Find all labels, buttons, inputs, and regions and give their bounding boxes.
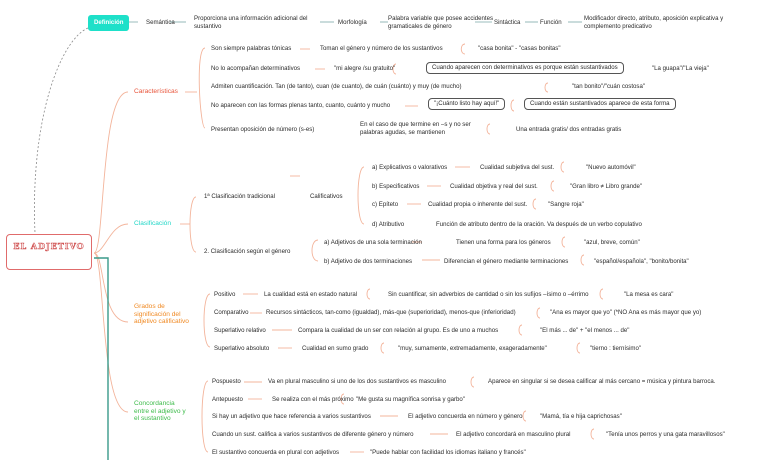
root-node[interactable]: EL ADJETIVO — [6, 234, 92, 270]
caract-example-2: "La guapa"/"La vieja" — [652, 65, 709, 72]
grados-comparativo-desc: Recursos sintácticos, tan-como (igualdad), más-que (superioridad), menos-que (inferioridad) — [266, 309, 516, 316]
grados-sup-relativo: Superlativo relativo — [214, 327, 266, 334]
clasif-genero-a-example: "azul, breve, común" — [584, 239, 640, 246]
clasif-tradicional: 1ª Clasificación tradicional — [204, 193, 276, 200]
concord-genero-desc: El adjetivo concordará en masculino plural — [456, 431, 571, 438]
concord-antepuesto-desc: Se realiza con el más próximo — [272, 396, 354, 403]
concord-pospuesto: Pospuesto — [212, 378, 241, 385]
clasif-trad-d: d) Atributivo — [372, 221, 405, 228]
clasif-genero-a-desc: Tienen una forma para los géneros — [456, 239, 551, 246]
grados-sup-absoluto-desc: Cualidad en sumo grado — [302, 345, 369, 352]
caract-detail-2: "mi alegre /su gratuito" — [334, 65, 396, 72]
concord-pospuesto-desc: Va en plural masculino si uno de los dos sustantivos es masculino — [268, 378, 447, 385]
clasif-trad-a-example: "Nuevo automóvil" — [586, 164, 636, 171]
caracteristicas-node[interactable]: Características — [134, 88, 178, 95]
clasif-trad-c: c) Epíteto — [372, 201, 399, 208]
caract-example-1: "casa bonita" - "casas bonitas" — [478, 45, 561, 52]
grados-node[interactable]: Grados de significación del adjetivo calificativo — [134, 303, 189, 325]
clasif-trad-d-desc: Función de atributo dentro de la oración. Va después de un verbo copulativo — [436, 221, 642, 228]
concord-varios-desc: El adjetivo concuerda en número y género — [408, 413, 523, 420]
grados-comparativo: Comparativo — [214, 309, 249, 316]
semantica-label: Semántica — [146, 19, 175, 26]
grados-positivo-example: "La mesa es cara" — [624, 291, 674, 298]
concord-pospuesto-example: Aparece en singular si se desea calificar al más cercano = música y pintura barroca. — [488, 378, 716, 385]
caract-item-5: Presentan oposición de número (s-es) — [211, 126, 315, 133]
morfologia-text: Palabra variable que posee accidentes gramaticales de género — [388, 15, 494, 30]
concord-genero-example: "Tenía unos perros y una gata maravillosos" — [606, 431, 725, 438]
grados-positivo-desc: La cualidad está en estado natural — [264, 291, 358, 298]
concord-plural: El sustantivo concuerda en plural con adjetivos — [212, 449, 340, 456]
caract-item-1: Son siempre palabras tónicas — [211, 45, 292, 52]
caract-detail-1: Toman el género y número de los sustantivos — [320, 45, 443, 52]
clasif-genero-a: a) Adjetivos de una sola terminación — [324, 239, 422, 246]
morfologia-label: Morfología — [338, 19, 367, 26]
concord-plural-example: "Puede hablar con facilidad los idiomas italiano y francés" — [370, 449, 526, 456]
clasificacion-node[interactable]: Clasificación — [134, 220, 172, 227]
concord-varios-example: "Mamá, tía e hija caprichosas" — [540, 413, 622, 420]
funcion-text: Modificador directo, atributo, aposición explicativa y complemento predicativo — [584, 15, 724, 30]
grados-positivo-detail: Sin cuantificar, sin adverbios de cantidad o sin los sufijos –ísimo o –érrimo — [388, 291, 589, 298]
caract-detail-5: En el caso de que termine en –s y no ser palabras agudas, se mantienen — [360, 121, 471, 136]
definition-node[interactable]: Definición — [88, 15, 129, 31]
grados-sup-absoluto-detail: "muy, sumamente, extremadamente, exageradamente" — [398, 345, 547, 352]
clasif-trad-a-desc: Cualidad subjetiva del sust. — [480, 164, 555, 171]
semantica-text: Proporciona una información adicional del sustantivo — [194, 15, 308, 30]
clasif-genero-b: b) Adjetivo de dos terminaciones — [324, 258, 413, 265]
caract-example-3: "tan bonito"/"cuán costosa" — [572, 83, 646, 90]
clasif-trad-b: b) Especificativos — [372, 183, 420, 190]
clasif-trad-b-desc: Cualidad objetiva y real del sust. — [450, 183, 538, 190]
funcion-label: Función — [540, 19, 562, 26]
clasif-trad-c-desc: Cualidad propia o inherente del sust. — [428, 201, 528, 208]
clasif-calificativos: Calificativos — [310, 193, 343, 200]
grados-sup-relativo-example: "El más ... de" + "el menos ... de" — [540, 327, 630, 334]
concord-genero: Cuando un sust. califica a varios sustantivos de diferente género y número — [212, 431, 414, 438]
grados-sup-absoluto-example: "tierno : tiernísimo" — [590, 345, 642, 352]
sintactica-label: Sintáctica — [494, 19, 521, 26]
grados-sup-absoluto: Superlativo absoluto — [214, 345, 270, 352]
caract-item-2: No lo acompañan determinativos — [211, 65, 301, 72]
concord-antepuesto-example: "Me gusta su magnífica sonrisa y garbo" — [356, 396, 465, 403]
concord-antepuesto: Antepuesto — [212, 396, 243, 403]
caract-example-5: Una entrada gratis/ dos entradas gratis — [516, 126, 622, 133]
clasif-trad-b-example: "Gran libro ≠ Libro grande" — [570, 183, 643, 190]
grados-positivo: Positivo — [214, 291, 236, 298]
caract-item-3: Admiten cuantificación. Tan (de tanto), cuan (de cuanto), de cuán (cuánto) y muy (de mucho) — [211, 83, 462, 90]
caract-detail-4: "¡Cuánto listo hay aquí!" — [428, 98, 505, 110]
caract-note-4: Cuando están sustantivados aparece de esta forma — [524, 98, 676, 110]
caract-note-2: Cuando aparecen con determinativos es porque están sustantivados — [426, 62, 624, 74]
concordancia-node[interactable]: Concordancia entre el adjetivo y el sustantivo — [134, 400, 186, 422]
grados-comparativo-example: "Ana es mayor que yo" (*NO Ana es más mayor que yo) — [550, 309, 702, 316]
clasif-trad-c-example: "Sangre roja" — [548, 201, 584, 208]
clasif-genero-b-desc: Diferencian el género mediante terminaciones — [444, 258, 569, 265]
caract-item-4: No aparecen con las formas plenas tanto, cuanto, cuánto y mucho — [211, 102, 391, 109]
concord-varios: Si hay un adjetivo que hace referencia a varios sustantivos — [212, 413, 371, 420]
clasif-trad-a: a) Explicativos o valorativos — [372, 164, 448, 171]
grados-sup-relativo-desc: Compara la cualidad de un ser con relación al grupo. Es de uno a muchos — [298, 327, 499, 334]
clasif-genero: 2. Clasificación según el género — [204, 248, 291, 255]
clasif-genero-b-example: "español/española", "bonito/bonita" — [594, 258, 689, 265]
